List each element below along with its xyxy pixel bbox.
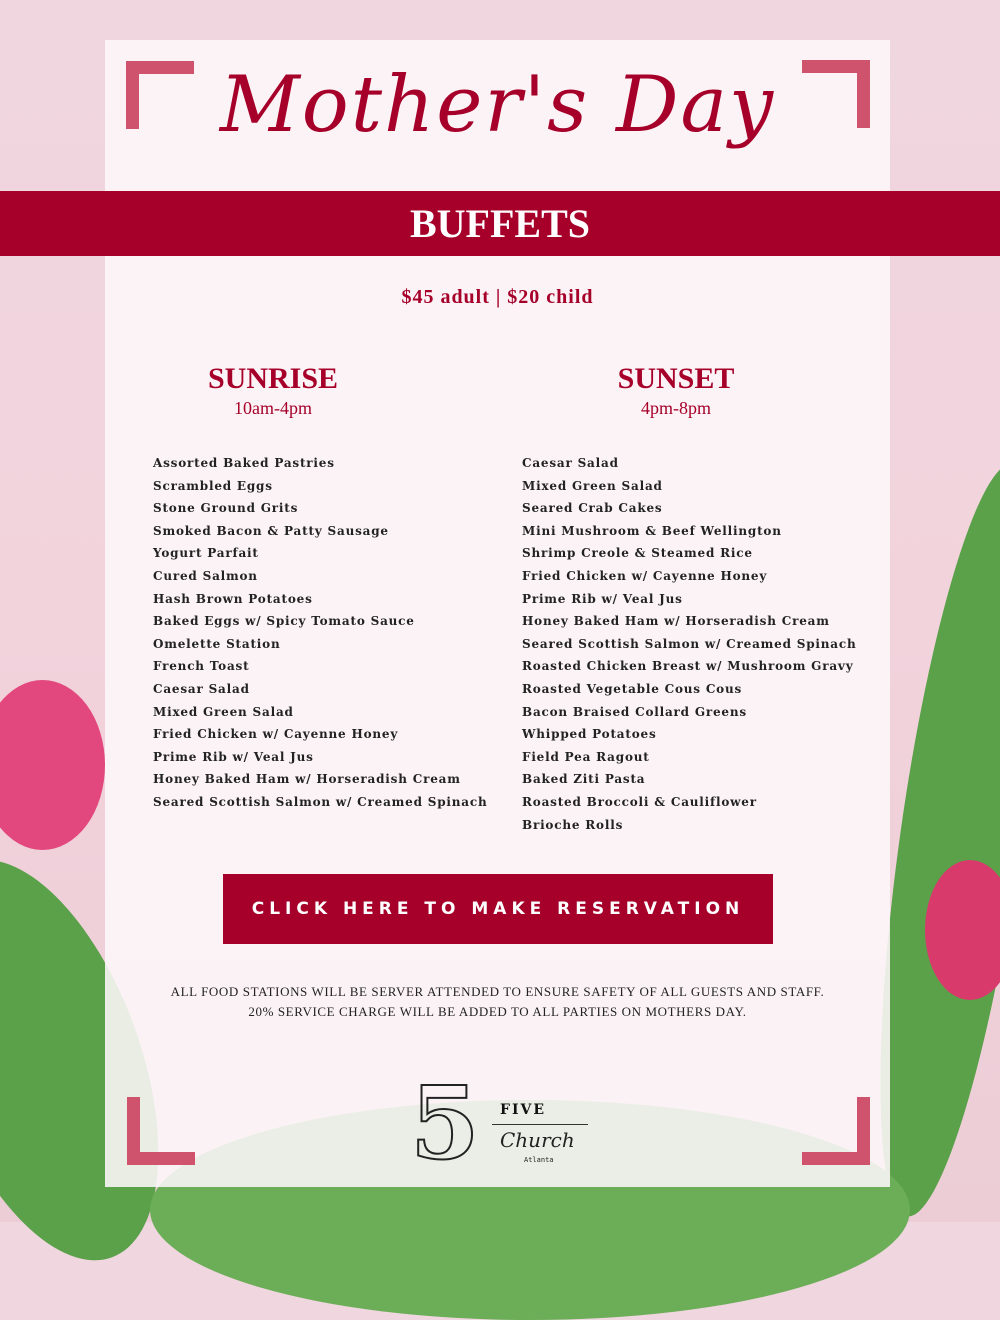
note-line: ALL FOOD STATIONS WILL BE SERVER ATTENDED TO ENSURE SAFETY OF ALL GUESTS AND STAFF. — [170, 984, 825, 999]
menu-item: Roasted Vegetable Cous Cous — [522, 681, 743, 696]
menu-item: Prime Rib w/ Veal Jus — [522, 591, 683, 606]
menu-item: Baked Ziti Pasta — [522, 772, 646, 787]
menu-item: Caesar Salad — [522, 456, 619, 470]
notes — [105, 982, 890, 1022]
make-reservation-button[interactable]: CLICK HERE TO MAKE RESERVATION — [223, 874, 773, 944]
logo-word: FIVE — [500, 1102, 547, 1118]
sunrise-time: 10am-4pm — [234, 398, 312, 418]
menu-item: Field Pea Ragout — [522, 749, 650, 764]
menu-item: Seared Crab Cakes — [522, 501, 663, 516]
menu-item: Mixed Green Salad — [153, 704, 294, 719]
menu-item: Roasted Chicken Breast w/ Mushroom Gravy — [522, 659, 854, 674]
menu-item: Smoked Bacon & Patty Sausage — [153, 523, 389, 538]
logo-number: 5 — [410, 1064, 480, 1182]
menu-item: Prime Rib w/ Veal Jus — [153, 749, 314, 764]
five-church-logo — [410, 1064, 590, 1182]
sunrise-menu-list — [153, 452, 488, 814]
menu-item: Bacon Braised Collard Greens — [522, 704, 747, 719]
menu-item: Brioche Rolls — [522, 817, 624, 832]
corner-bracket — [127, 1097, 195, 1165]
menu-item: Seared Scottish Salmon w/ Creamed Spinach — [522, 636, 857, 651]
menu-item: Baked Eggs w/ Spicy Tomato Sauce — [153, 614, 415, 629]
sunrise-title: SUNRISE — [207, 362, 339, 395]
menu-item: Shrimp Creole & Steamed Rice — [522, 546, 753, 561]
menu-item: Fried Chicken w/ Cayenne Honey — [522, 568, 768, 583]
sunset-title: SUNSET — [617, 362, 735, 395]
sunrise-header — [143, 362, 403, 419]
menu-item: Assorted Baked Pastries — [153, 456, 335, 470]
corner-bracket — [802, 1097, 870, 1165]
sunset-menu-list — [522, 452, 857, 836]
sunset-time: 4pm-8pm — [641, 398, 711, 418]
note-line: 20% SERVICE CHARGE WILL BE ADDED TO ALL PARTIES ON MOTHERS DAY. — [248, 1004, 747, 1019]
menu-item: Stone Ground Grits — [153, 501, 299, 516]
menu-item: Omelette Station — [153, 636, 281, 651]
logo-city: Atlanta — [524, 1156, 554, 1164]
sunset-header — [546, 362, 806, 419]
menu-item: Yogurt Parfait — [153, 546, 259, 561]
menu-item: Honey Baked Ham w/ Horseradish Cream — [522, 614, 830, 629]
price-line: $45 adult | $20 child — [401, 286, 594, 308]
logo-divider — [492, 1124, 588, 1125]
tulip-flower-left — [0, 680, 105, 850]
logo-name: Church — [500, 1128, 575, 1152]
menu-item: Mini Mushroom & Beef Wellington — [522, 523, 782, 538]
menu-item: Seared Scottish Salmon w/ Creamed Spinach — [153, 794, 488, 809]
menu-item: Scrambled Eggs — [153, 478, 273, 493]
menu-item: Caesar Salad — [153, 681, 250, 696]
script-title: Mother's Day — [219, 60, 776, 150]
menu-item: Honey Baked Ham w/ Horseradish Cream — [153, 772, 461, 787]
menu-item: French Toast — [153, 659, 250, 674]
menu-item: Fried Chicken w/ Cayenne Honey — [153, 727, 399, 742]
menu-item: Whipped Potatoes — [522, 727, 657, 742]
menu-item: Mixed Green Salad — [522, 478, 663, 493]
menu-item: Hash Brown Potatoes — [153, 591, 313, 606]
buffets-banner: BUFFETS — [0, 191, 1000, 256]
menu-item: Roasted Broccoli & Cauliflower — [522, 794, 757, 809]
menu-item: Cured Salmon — [153, 568, 258, 583]
